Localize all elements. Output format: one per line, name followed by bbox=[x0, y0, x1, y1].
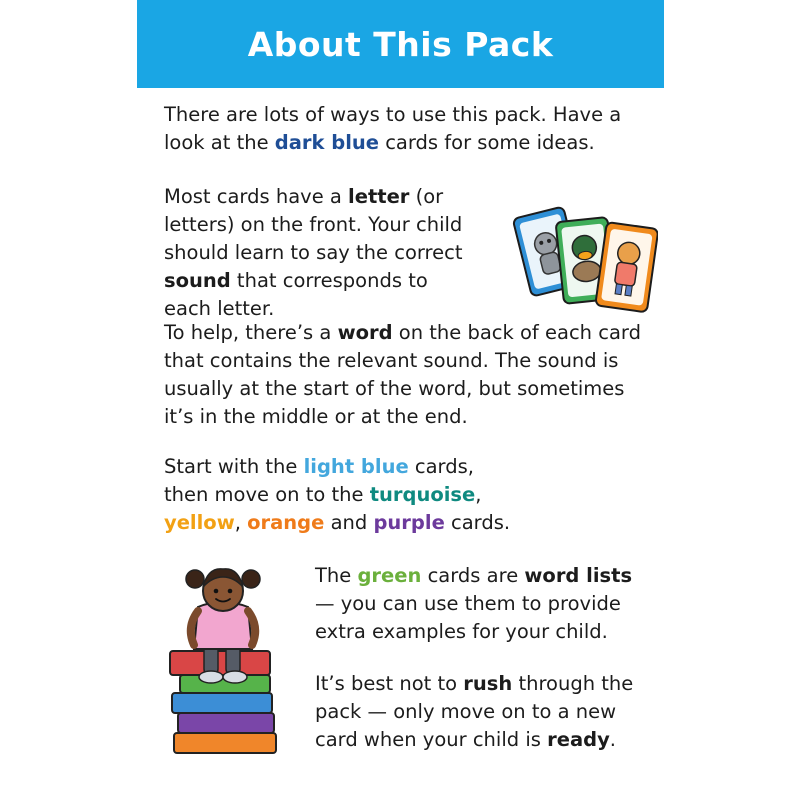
book-red bbox=[170, 651, 270, 675]
highlight-green: green bbox=[357, 564, 422, 587]
paragraph-letters bbox=[164, 183, 479, 323]
text: cards for some ideas. bbox=[379, 131, 595, 154]
text: . bbox=[609, 728, 616, 751]
book-orange bbox=[174, 733, 276, 753]
bold-letter: letter bbox=[348, 185, 410, 208]
text: There are lots of ways to use this pack. Have a look at the bbox=[164, 103, 622, 154]
info-card bbox=[137, 0, 664, 800]
highlight-turquoise: turquoise bbox=[369, 483, 476, 506]
book-blue bbox=[172, 693, 272, 713]
text: cards are bbox=[421, 564, 525, 587]
text: cards. bbox=[444, 511, 511, 534]
text: — you can use them to provide extra examples for your child. bbox=[315, 592, 621, 643]
text: (or letters) on the front. Your child should learn to say the correct bbox=[164, 185, 463, 264]
bold-rush: rush bbox=[463, 672, 513, 695]
bold-word: word bbox=[337, 321, 393, 344]
highlight-yellow: yellow bbox=[164, 511, 235, 534]
bold-sound: sound bbox=[164, 269, 231, 292]
flashcard-orange bbox=[595, 222, 658, 312]
text: that corresponds to each letter. bbox=[164, 269, 428, 320]
paragraph-intro bbox=[164, 101, 634, 157]
paragraph-word bbox=[164, 319, 644, 431]
highlight-purple: purple bbox=[373, 511, 445, 534]
text: through the pack — only move on to a new card when your child is bbox=[315, 672, 634, 751]
page-title: About This Pack bbox=[247, 24, 554, 64]
text: To help, there’s a bbox=[164, 321, 338, 344]
book-purple bbox=[178, 713, 274, 733]
bold-word-lists: word lists bbox=[524, 564, 633, 587]
highlight-orange: orange bbox=[247, 511, 325, 534]
text: Most cards have a bbox=[164, 185, 349, 208]
text: on the back of each card that contains the relevant sound. The sound is usually at the start of the word, but sometimes it’s in the middle or at the end. bbox=[164, 321, 641, 428]
paragraph-advice bbox=[315, 670, 645, 754]
flashcards-illustration bbox=[510, 203, 658, 323]
paragraph-green-cards bbox=[315, 562, 645, 646]
highlight-light-blue: light blue bbox=[303, 455, 409, 478]
text: and bbox=[324, 511, 374, 534]
bold-ready: ready bbox=[547, 728, 610, 751]
highlight-dark-blue: dark blue bbox=[274, 131, 380, 154]
text: , bbox=[475, 483, 482, 506]
text: cards, then move on to the bbox=[164, 455, 474, 506]
child-on-books-illustration bbox=[164, 565, 289, 760]
text: The bbox=[315, 564, 358, 587]
text: Start with the bbox=[164, 455, 304, 478]
title-banner bbox=[137, 0, 664, 88]
paragraph-colors bbox=[164, 453, 524, 537]
text: It’s best not to bbox=[315, 672, 464, 695]
text: , bbox=[234, 511, 248, 534]
